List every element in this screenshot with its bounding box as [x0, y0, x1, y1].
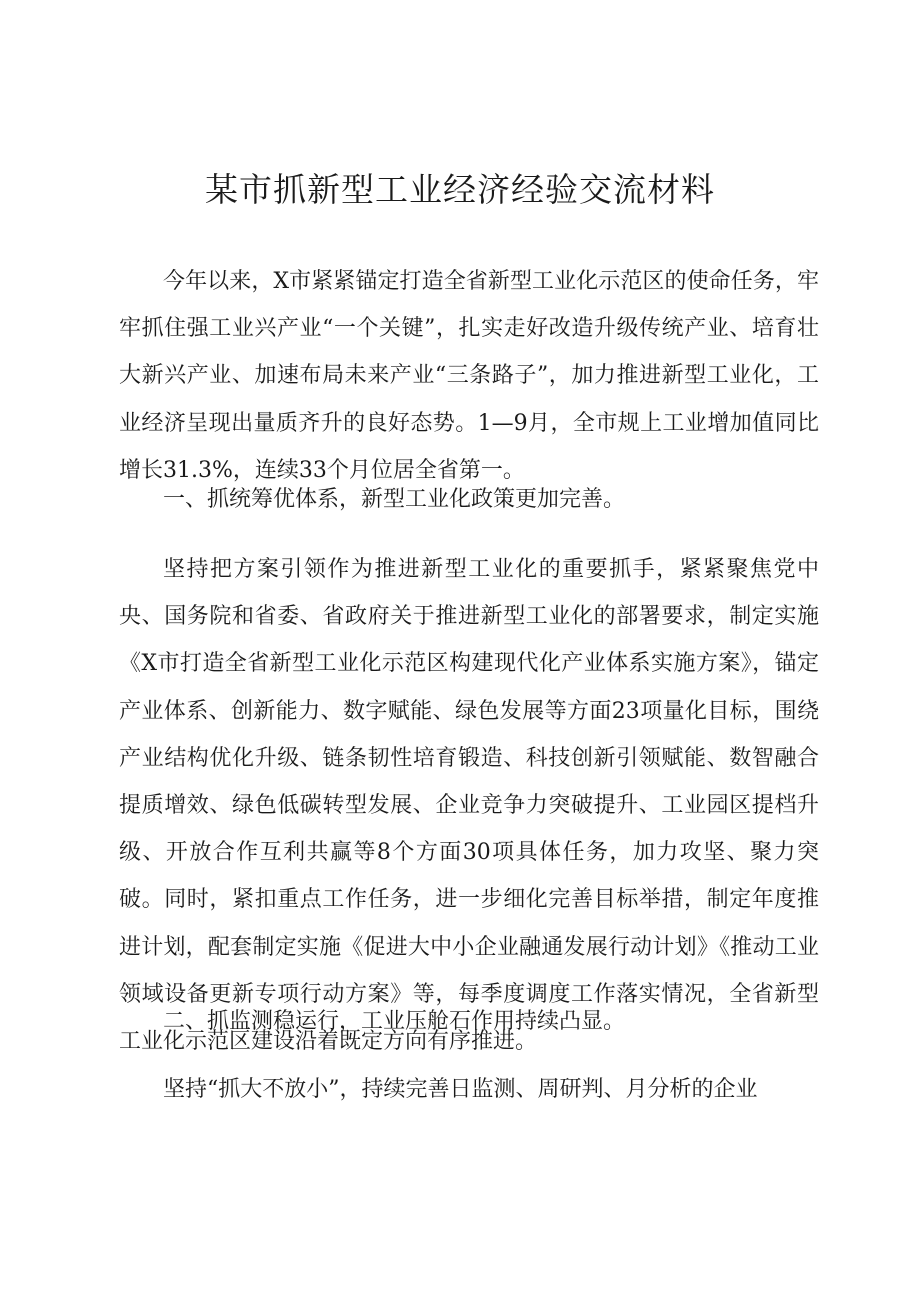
section-heading-1: 一、抓统筹优体系，新型工业化政策更加完善。: [163, 487, 626, 512]
intro-paragraph-block: [119, 258, 819, 494]
section1-paragraph-block: [119, 546, 819, 1065]
section2-paragraph: 坚持“抓大不放小”，持续完善日监测、周研判、月分析的企业: [163, 1077, 758, 1102]
section2-paragraph-block: [119, 1066, 819, 1113]
intro-paragraph: 今年以来，X市紧紧锚定打造全省新型工业化示范区的使命任务，牢牢抓住强工业兴产业“一个关键”，扎实走好改造升级传统产业、培育壮大新兴产业、加速布局未来产业“三条路子”，加力推进新型工业化，工业经济呈现出量质齐升的良好态势。1—9月，全市规上工业增加值同比增长31.3%，连续33个月位居全省第一。: [119, 269, 819, 483]
document-title: 某市抓新型工业经济经验交流材料: [205, 170, 715, 209]
section1-paragraph: 坚持把方案引领作为推进新型工业化的重要抓手，紧紧聚焦党中央、国务院和省委、省政府关于推进新型工业化的部署要求，制定实施《X市打造全省新型工业化示范区构建现代化产业体系实施方案》，锚定产业体系、创新能力、数字赋能、绿色发展等方面23项量化目标，围绕产业结构优化升级、链条韧性培育锻造、科技创新引领赋能、数智融合提质增效、绿色低碳转型发展、企业竞争力突破提升、工业园区提档升级、开放合作互利共赢等8个方面30项具体任务，加力攻坚、聚力突破。同时，紧扣重点工作任务，进一步细化完善目标举措，制定年度推进计划，配套制定实施《促进大中小企业融通发展行动计划》《推动工业领域设备更新专项行动方案》等，每季度调度工作落实情况，全省新型工业化示范区建设沿着既定方向有序推进。: [119, 557, 819, 1055]
section-heading-2: 二、抓监测稳运行，工业压舱石作用持续凸显。: [163, 1009, 626, 1034]
